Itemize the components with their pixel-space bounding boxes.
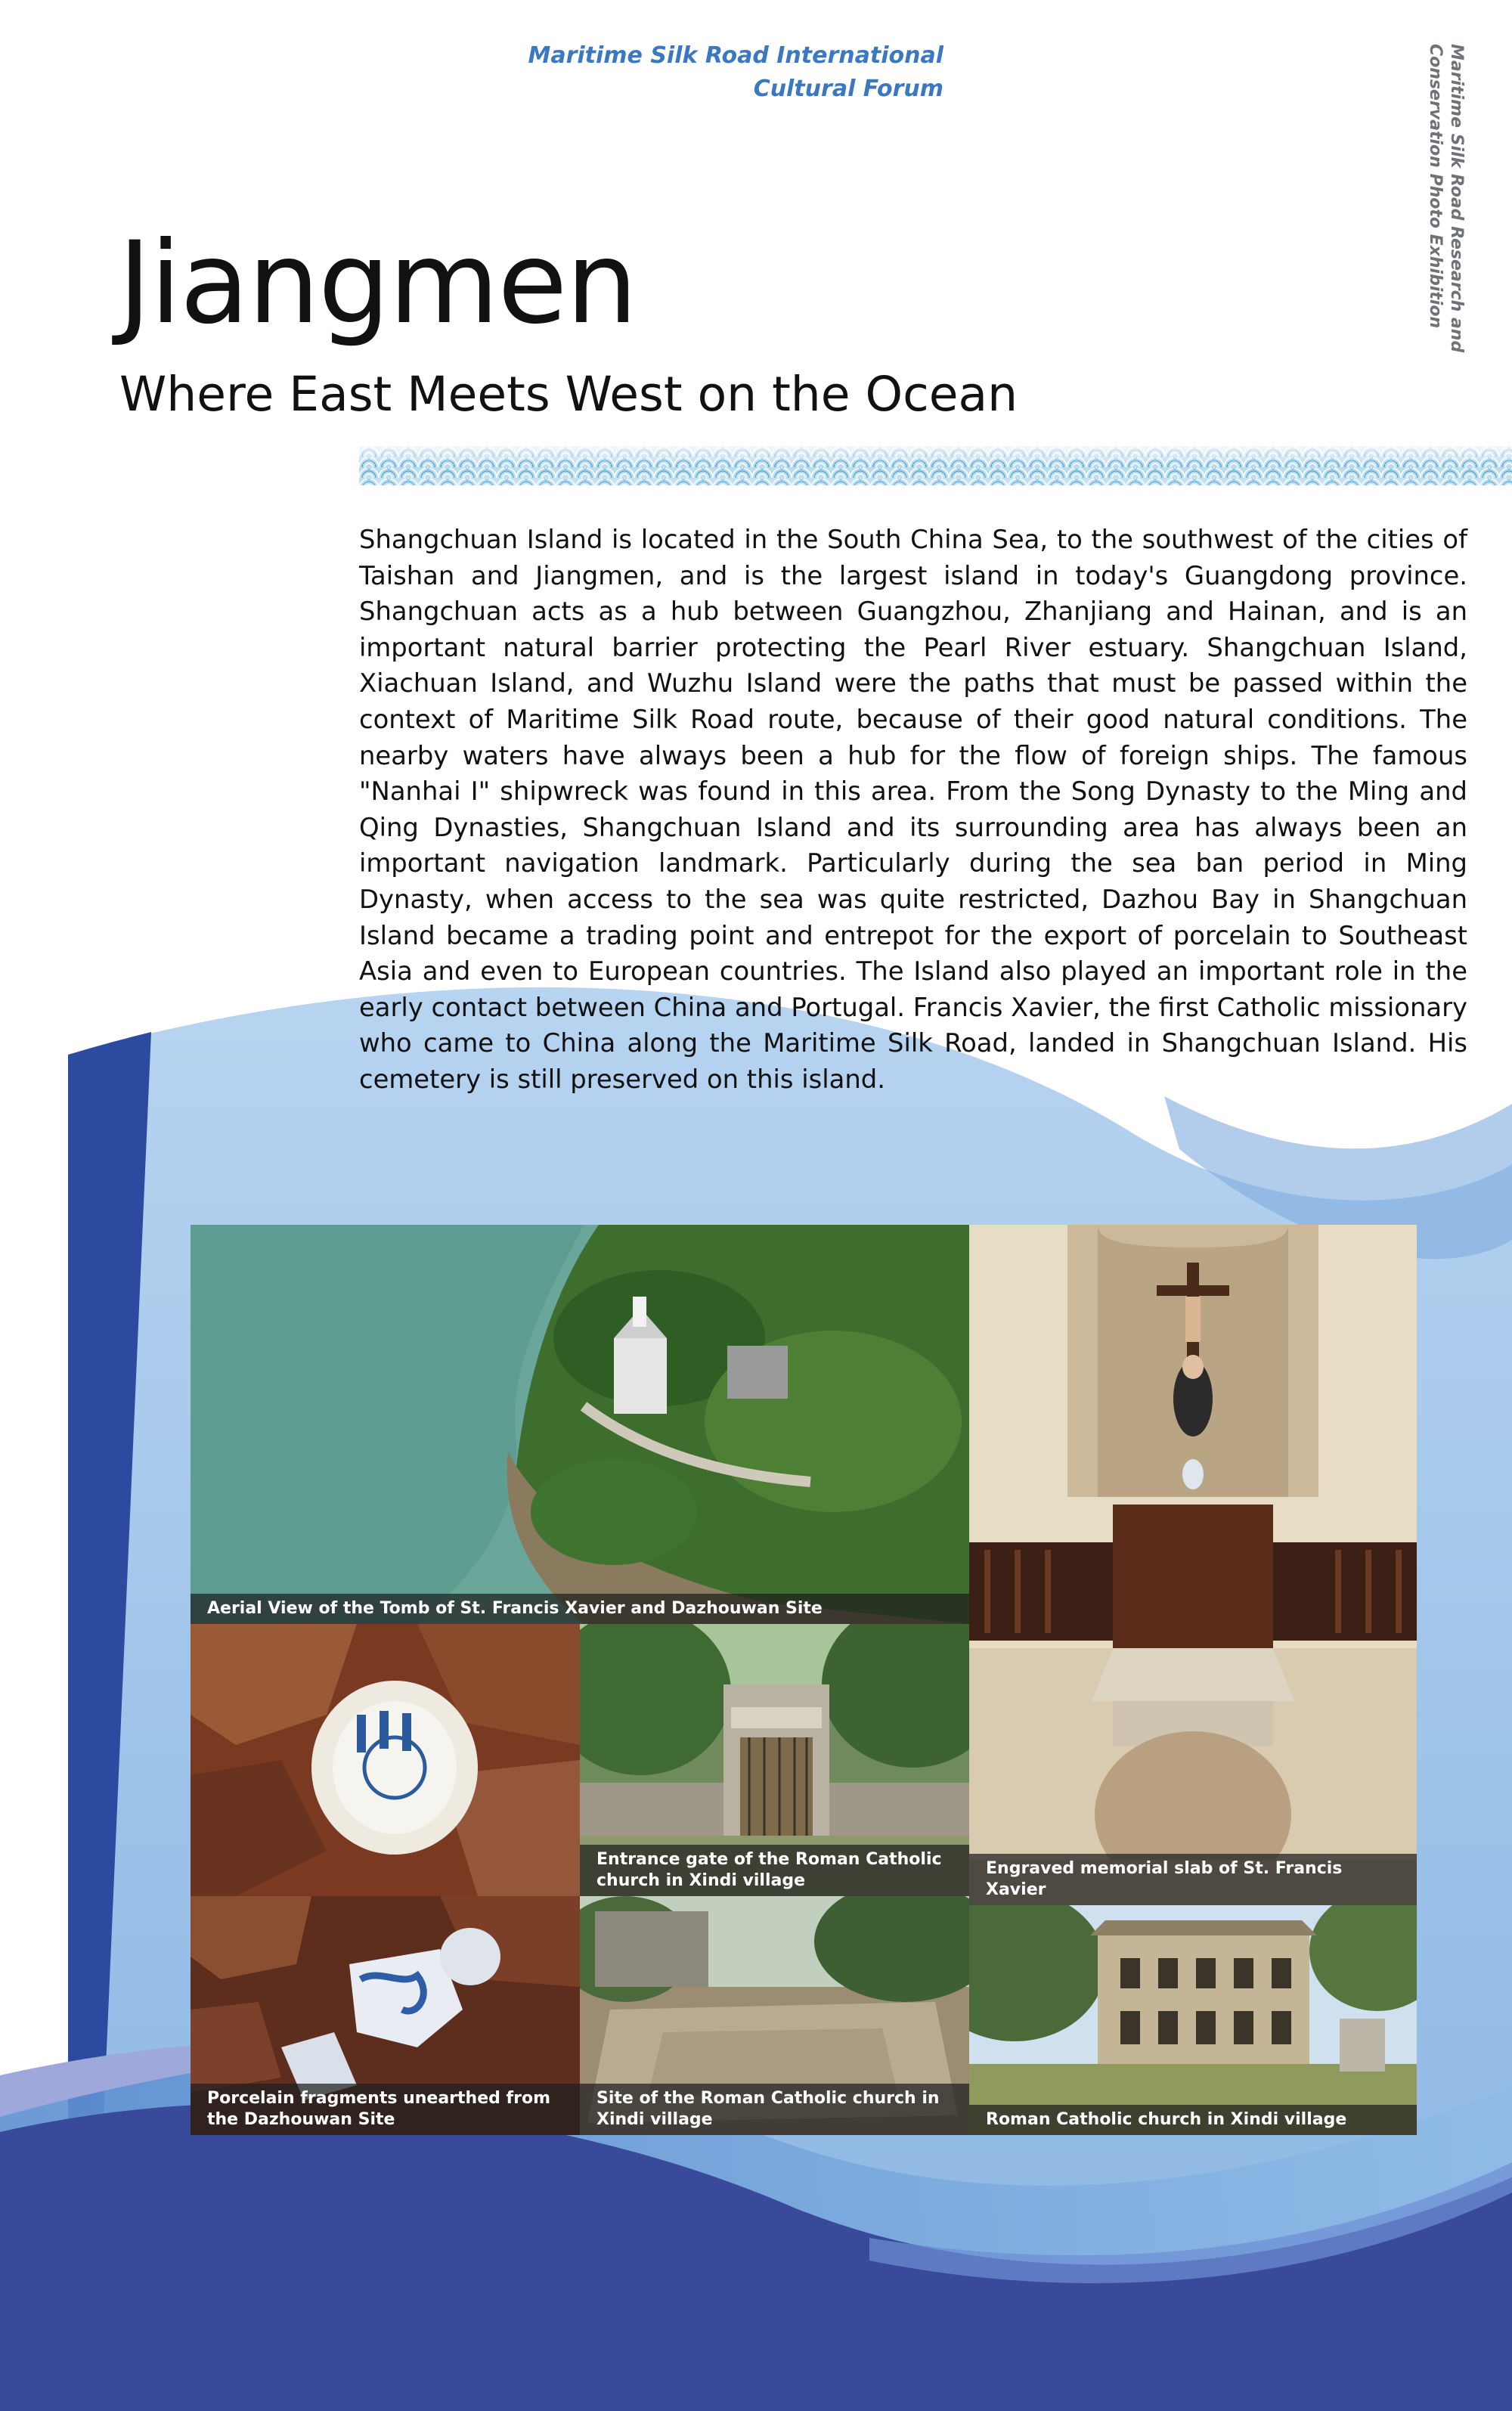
porcelain-rocks-image	[191, 1624, 580, 1896]
photo-entrance-gate	[580, 1624, 969, 1896]
photo-aerial-view	[191, 1225, 969, 1624]
body-paragraph: Shangchuan Island is located in the South China Sea, to the southwest of the cities of Taishan and Jiangmen, and is the largest island in today's Guangdong province. Shangchuan acts as a hub between Guangzhou, Zhanjiang and Hainan, and is an important natural barrier protecting the Pearl River estuary. Shangchuan Island, Xiachuan Island, and Wuzhu Island were the paths that must be passed within the context of Maritime Silk Road route, because of their good natural conditions. The nearby waters have always been a hub for the flow of foreign ships. The famous "Nanhai I" shipwreck was found in this area. From the Song Dynasty to the Ming and Qing Dynasties, Shangchuan Island and its surrounding area has always been an important navigation landmark. Particularly during the sea ban period in Ming Dynasty, when access to the sea was quite restricted, Dazhou Bay in Shangchuan Island became a trading point and entrepot for the export of porcelain to Southeast Asia and even to European countries. The Island also played an important role in the early contact between China and Portugal. Francis Xavier, the first Catholic missionary who came to China along the Maritime Silk Road, landed in Shangchuan Island. His cemetery is still preserved on this island.	[359, 525, 1467, 1094]
photo-church	[969, 1905, 1417, 2135]
exhibition-title-line1: Maritime Silk Road Research and	[1447, 44, 1466, 353]
photo-porcelain-rocks	[191, 1624, 580, 1896]
caption-church: Roman Catholic church in Xindi village	[969, 2105, 1417, 2135]
caption-entrance-gate: Entrance gate of the Roman Catholic church in Xindi village	[580, 1845, 969, 1896]
caption-porcelain-fragments: Porcelain fragments unearthed from the Dazhouwan Site	[191, 2084, 580, 2135]
caption-church-site: Site of the Roman Catholic church in Xindi village	[580, 2084, 969, 2135]
page-title: Jiangmen	[118, 218, 637, 349]
caption-aerial: Aerial View of the Tomb of St. Francis Xavier and Dazhouwan Site	[191, 1594, 969, 1624]
photo-porcelain-fragments	[191, 1896, 580, 2135]
forum-title-line1: Maritime Silk Road International	[528, 42, 943, 69]
church-image	[969, 1905, 1417, 2135]
caption-memorial-slab: Engraved memorial slab of St. Francis Xavier	[969, 1854, 1417, 1905]
forum-title-line2: Cultural Forum	[753, 76, 943, 102]
memorial-slab-image	[969, 1225, 1417, 1905]
photo-church-site	[580, 1896, 969, 2135]
forum-title	[414, 39, 943, 106]
exhibition-title-vertical	[1424, 44, 1467, 377]
page-subtitle: Where East Meets West on the Ocean	[119, 367, 1018, 422]
exhibition-title-line2: Conservation Photo Exhibition	[1426, 44, 1445, 329]
wave-pattern-band	[359, 446, 1512, 485]
aerial-image	[191, 1225, 969, 1624]
photo-memorial-slab	[969, 1225, 1417, 1905]
